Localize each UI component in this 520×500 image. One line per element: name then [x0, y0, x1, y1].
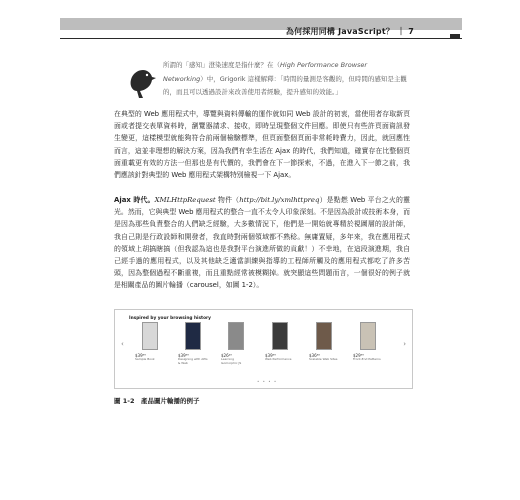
- book-cover[interactable]: [360, 322, 376, 350]
- product-title[interactable]: Front-End Patterns: [353, 357, 381, 361]
- carousel-prev-button[interactable]: ‹: [121, 340, 124, 348]
- price: $29⁹⁹: [353, 353, 364, 358]
- product-title[interactable]: Scalable Web Sites: [309, 357, 338, 361]
- product-title[interactable]: Learning Isomorphic JS: [221, 357, 242, 365]
- price: $39⁹⁹: [135, 353, 146, 358]
- paragraph-lead: Ajax 時代。: [114, 196, 155, 204]
- carousel-item[interactable]: [221, 322, 251, 365]
- carousel-item[interactable]: [178, 322, 208, 365]
- figure-caption: 圖 1-2 產品圖片輪播的例子: [114, 397, 200, 405]
- running-title: 為何採用同構 JavaScript？ ｜ 7: [285, 27, 414, 36]
- header-rule: [60, 38, 462, 39]
- carousel-item[interactable]: [353, 322, 383, 362]
- product-title[interactable]: Designing with APIs & Web: [178, 357, 208, 365]
- book-cover[interactable]: [228, 322, 244, 350]
- price: $39⁹⁹: [178, 353, 189, 358]
- note-box: [163, 59, 408, 100]
- paragraph: [114, 194, 410, 292]
- paragraph-text: ）是點燃 Web 平台之火的靈光。然而，它與典型 Web 應用程式的整合一直不太令人印象深刻。不是因為設計或技術本身，而是因為那些負責整合的人們缺乏經驗，大多數情況下，他們是一開始就專精於視圖層的設計師，我自己則是行政設師和開發者，我直時對兩個領域都不熟稔。無庸置疑，多年來，我在應用程式的領域上胡搞瞎搞（但我認為這也是我對平台演進所做的貢獻！）不幸地，在這段演進期，我自己經手過的應用程式，以及其他缺乏適當訓練與指導的工程師所觸及的應用程式都吃了許多苦頭，因為整個過程不斷重複，而且重點經常被模糊掉。就突顯這些問題而言，一個很好的例子就是相關產品的圖片輪播（carousel，如圖 1-2）。: [114, 196, 410, 290]
- note-text-1: 所謂的「感知」澄染速度是指什麼？在（: [163, 61, 280, 69]
- note-book-title: High Performance Browser Networking: [163, 61, 368, 83]
- product-title[interactable]: Sample Book: [135, 357, 155, 361]
- product-title[interactable]: Web Performance: [265, 357, 292, 361]
- carousel-item[interactable]: [309, 322, 339, 362]
- price: $26⁴⁹: [221, 353, 232, 358]
- price: $36⁸⁸: [309, 353, 320, 358]
- api-name: XMLHttpRequest: [154, 196, 216, 204]
- paragraph: 在典型的 Web 應用程式中，導覽與資料傳輸的運作就如同 Web 設計的初衷，當使用者存取新頁面或者提交表單資料時，瀏覽器請求、接收，即時呈現整個文件回應。即使只有些許頁面資訊發生變更，這樣模型就能夠符合前兩個檢驗標準，但頁面整個頁面非常耗時費力，因此，就回應性而言，這並非理想的解決方案，因為我們有幸生活在 Ajax 的時代，我們知道，確實存在比整個頁面重載更有效的方法一但那也是有代價的，我們會在下一節探索，不過，在進入下一節之前，我們應該針對典型的 Web 應用程式架構特別檢視一下 Ajax。: [114, 110, 410, 180]
- price: $39⁹⁹: [265, 353, 276, 358]
- book-cover[interactable]: [185, 322, 201, 350]
- carousel-pager[interactable]: • • • •: [257, 379, 278, 384]
- crow-icon: [123, 60, 157, 100]
- paragraph-text: 物件（: [215, 196, 240, 204]
- book-cover[interactable]: [272, 322, 288, 350]
- book-cover[interactable]: [316, 322, 332, 350]
- note-text-2: ）中，Grigorik 這樣解釋：「時間的量測是客觀的，但時間的感知是主觀的，而且可以透過設計來改善使用者經驗，提升感知的效能。」: [163, 74, 407, 96]
- carousel-heading: Inspired by your browsing history: [129, 316, 211, 321]
- carousel-item[interactable]: [265, 322, 295, 362]
- header-rule-cap: [450, 34, 460, 38]
- carousel-item[interactable]: [135, 322, 165, 362]
- carousel-next-button[interactable]: ›: [403, 340, 406, 348]
- carousel-figure: [114, 309, 413, 389]
- book-cover[interactable]: [142, 322, 158, 350]
- reference-link[interactable]: http://bit.ly/xmlhttpreq: [239, 196, 320, 204]
